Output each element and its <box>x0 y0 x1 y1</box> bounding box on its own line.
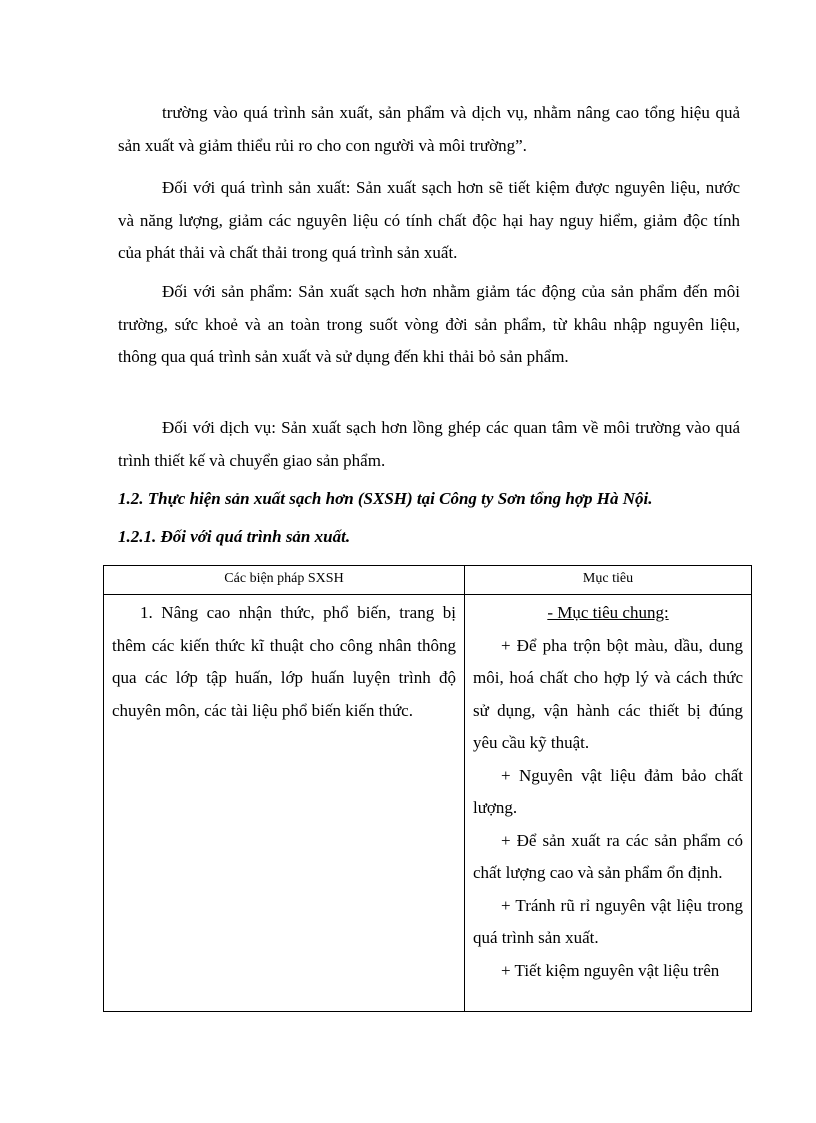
paragraph-definition-end: trường vào quá trình sản xuất, sản phẩm và dịch vụ, nhằm nâng cao tổng hiệu quả sản xuất và giảm thiểu rủi ro cho con người và môi trường”. <box>118 103 740 155</box>
goal-item: + Tiết kiệm nguyên vật liệu trên <box>501 960 720 980</box>
table-header-row <box>104 566 752 595</box>
paragraph-production-process: Đối với quá trình sản xuất: Sản xuất sạch hơn sẽ tiết kiệm được nguyên liệu, nước và năng lượng, giảm các nguyên liệu có tính chất độc hại hay nguy hiểm, giảm độc tính của phát thải và chất thải trong quá trình sản xuất. <box>118 178 740 262</box>
header-goals: Mục tiêu <box>465 566 752 595</box>
goal-item: + Để pha trộn bột màu, dầu, dung môi, hoá chất cho hợp lý và cách thức sử dụng, vận hành các thiết bị đúng yêu cầu kỹ thuật. <box>473 635 743 752</box>
section-heading: 1.2. Thực hiện sản xuất sạch hơn (SXSH) tại Công ty Sơn tổng hợp Hà Nội. <box>118 489 653 508</box>
goal-item: + Tránh rũ rỉ nguyên vật liệu trong quá trình sản xuất. <box>473 895 743 947</box>
goals-cell <box>465 595 752 1012</box>
paragraph-services: Đối với dịch vụ: Sản xuất sạch hơn lồng ghép các quan tâm về môi trường vào quá trình thiết kế và chuyển giao sản phẩm. <box>118 418 740 470</box>
goal-title: - Mục tiêu chung: <box>547 603 669 622</box>
goal-item: + Để sản xuất ra các sản phẩm có chất lượng cao và sản phẩm ổn định. <box>473 830 743 882</box>
paragraph-products: Đối với sản phẩm: Sản xuất sạch hơn nhằm giảm tác động của sản phẩm đến môi trường, sức khoẻ và an toàn trong suốt vòng đời sản phẩm, từ khâu nhập nguyên liệu, thông qua quá trình sản xuất và sử dụng đến khi thải bỏ sản phẩm. <box>118 282 740 366</box>
measures-table <box>103 565 752 1012</box>
measure-text: 1. Nâng cao nhận thức, phổ biến, trang bị thêm các kiến thức kĩ thuật cho công nhân thông qua các lớp tập huấn, lớp huấn luyện trình độ chuyên môn, các tài liệu phổ biến kiến thức. <box>112 603 456 720</box>
header-measures: Các biện pháp SXSH <box>104 566 465 595</box>
measure-cell <box>104 595 465 1012</box>
subsection-heading: 1.2.1. Đối với quá trình sản xuất. <box>118 527 351 546</box>
table-row <box>104 595 752 1012</box>
goal-item: + Nguyên vật liệu đảm bảo chất lượng. <box>473 765 743 817</box>
